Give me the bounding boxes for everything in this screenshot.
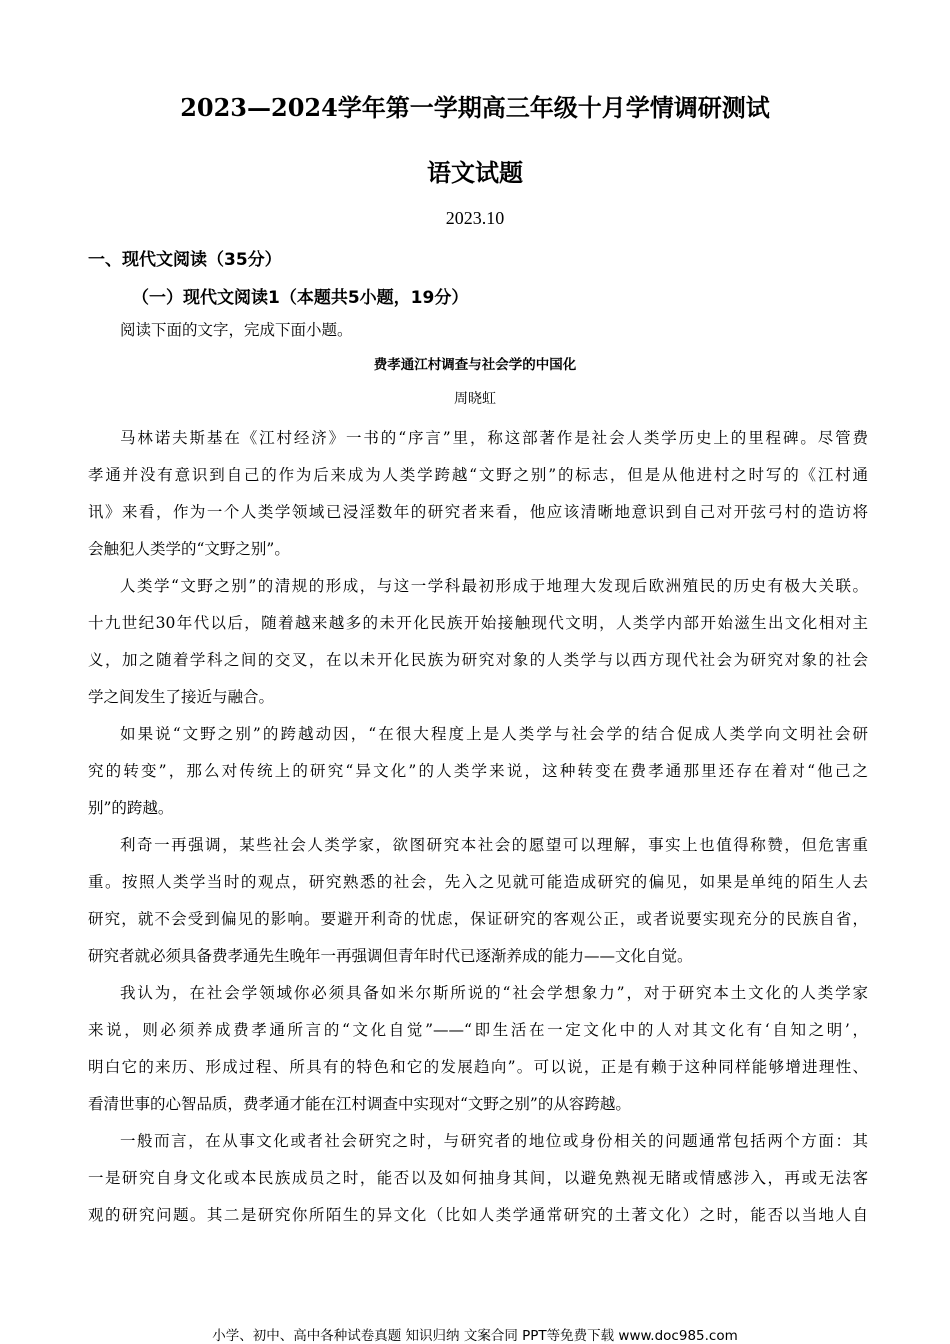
- reading-instruction: 阅读下面的文字，完成下面小题。: [120, 321, 353, 339]
- section-heading: 一、现代文阅读（35分）: [88, 250, 282, 270]
- text-line: 十九世纪30年代以后，随着越来越多的未开化民族开始接触现代文明，人类学内部开始滋生出文化相对主: [88, 614, 868, 632]
- text-line: 重。按照人类学当时的观点，研究熟悉的社会，先入之见就可能造成研究的偏见，如果是单纯的陌生人去: [88, 873, 868, 891]
- text-line: 看清世事的心智品质，费孝通才能在江村调查中实现对“文野之别”的从容跨越。: [88, 1095, 631, 1113]
- article-body: [88, 420, 868, 1234]
- text-line: 马林诺夫斯基在《江村经济》一书的“序言”里，称这部著作是社会人类学历史上的里程碑。尽管费: [120, 429, 868, 447]
- text-line: 观的研究问题。其二是研究你所陌生的异文化（比如人类学通常研究的土著文化）之时，能否以当地人自: [88, 1206, 868, 1224]
- article-title: 费孝通江村调查与社会学的中国化: [373, 357, 577, 373]
- exam-subtitle: 语文试题: [427, 158, 523, 187]
- text-line: 学之间发生了接近与融合。: [88, 688, 275, 706]
- text-line: 人类学“文野之别”的清规的形成，与这一学科最初形成于地理大发现后欧洲殖民的历史有极大关联。: [120, 577, 868, 595]
- text-line: 利奇一再强调，某些社会人类学家，欲图研究本社会的愿望可以理解，事实上也值得称赞，但危害重: [120, 836, 868, 854]
- text-line: 一是研究自身文化或本民族成员之时，能否以及如何抽身其间，以避免熟视无睹或情感涉入，再或无法客: [88, 1169, 868, 1187]
- text-line: 明白它的来历、形成过程、所具有的特色和它的发展趋向”。可以说，正是有赖于这种同样能够增进理性、: [88, 1058, 868, 1076]
- exam-date: 2023.10: [445, 208, 505, 228]
- text-line: 我认为，在社会学领域你必须具备如米尔斯所说的“社会学想象力”，对于研究本土文化的人类学家: [120, 984, 868, 1002]
- text-line: 研究，就不会受到偏见的影响。要避开利奇的忧虑，保证研究的客观公正，或者说要实现充分的民族自省，: [88, 910, 868, 928]
- footer-watermark: 小学、初中、高中各种试卷真题 知识归纳 文案合同 PPT等免费下载 www.doc985.com: [212, 1328, 738, 1344]
- text-line: 来说，则必须养成费孝通所言的“文化自觉”——“即生活在一定文化中的人对其文化有‘自知之明’，: [88, 1021, 868, 1039]
- exam-title: 2023—2024学年第一学期高三年级十月学情调研测试: [180, 93, 770, 122]
- text-line: 究的转变”，那么对传统上的研究“异文化”的人类学来说，这种转变在费孝通那里还存在着对“他己之: [88, 762, 868, 780]
- text-line: 孝通并没有意识到自己的作为后来成为人类学跨越“文野之别”的标志，但是从他进村之时写的《江村通: [88, 466, 868, 484]
- article-author: 周晓虹: [454, 391, 496, 407]
- text-line: 义，加之随着学科之间的交叉，在以未开化民族为研究对象的人类学与以西方现代社会为研究对象的社会: [88, 651, 868, 669]
- text-line: 一般而言，在从事文化或者社会研究之时，与研究者的地位或身份相关的问题通常包括两个方面：其: [120, 1132, 868, 1150]
- text-line: 如果说“文野之别”的跨越动因，“在很大程度上是人类学与社会学的结合促成人类学向文明社会研: [120, 725, 868, 743]
- text-line: 会触犯人类学的“文野之别”。: [88, 540, 290, 558]
- text-line: 别”的跨越。: [88, 799, 174, 817]
- text-line: 讯》来看，作为一个人类学领域已浸淫数年的研究者来看，他应该清晰地意识到自己对开弦弓村的造访将: [88, 503, 868, 521]
- text-line: 研究者就必须具备费孝通先生晚年一再强调但青年时代已逐渐养成的能力——文化自觉。: [88, 947, 693, 965]
- subsection-heading: （一）现代文阅读1（本题共5小题，19分）: [132, 288, 469, 308]
